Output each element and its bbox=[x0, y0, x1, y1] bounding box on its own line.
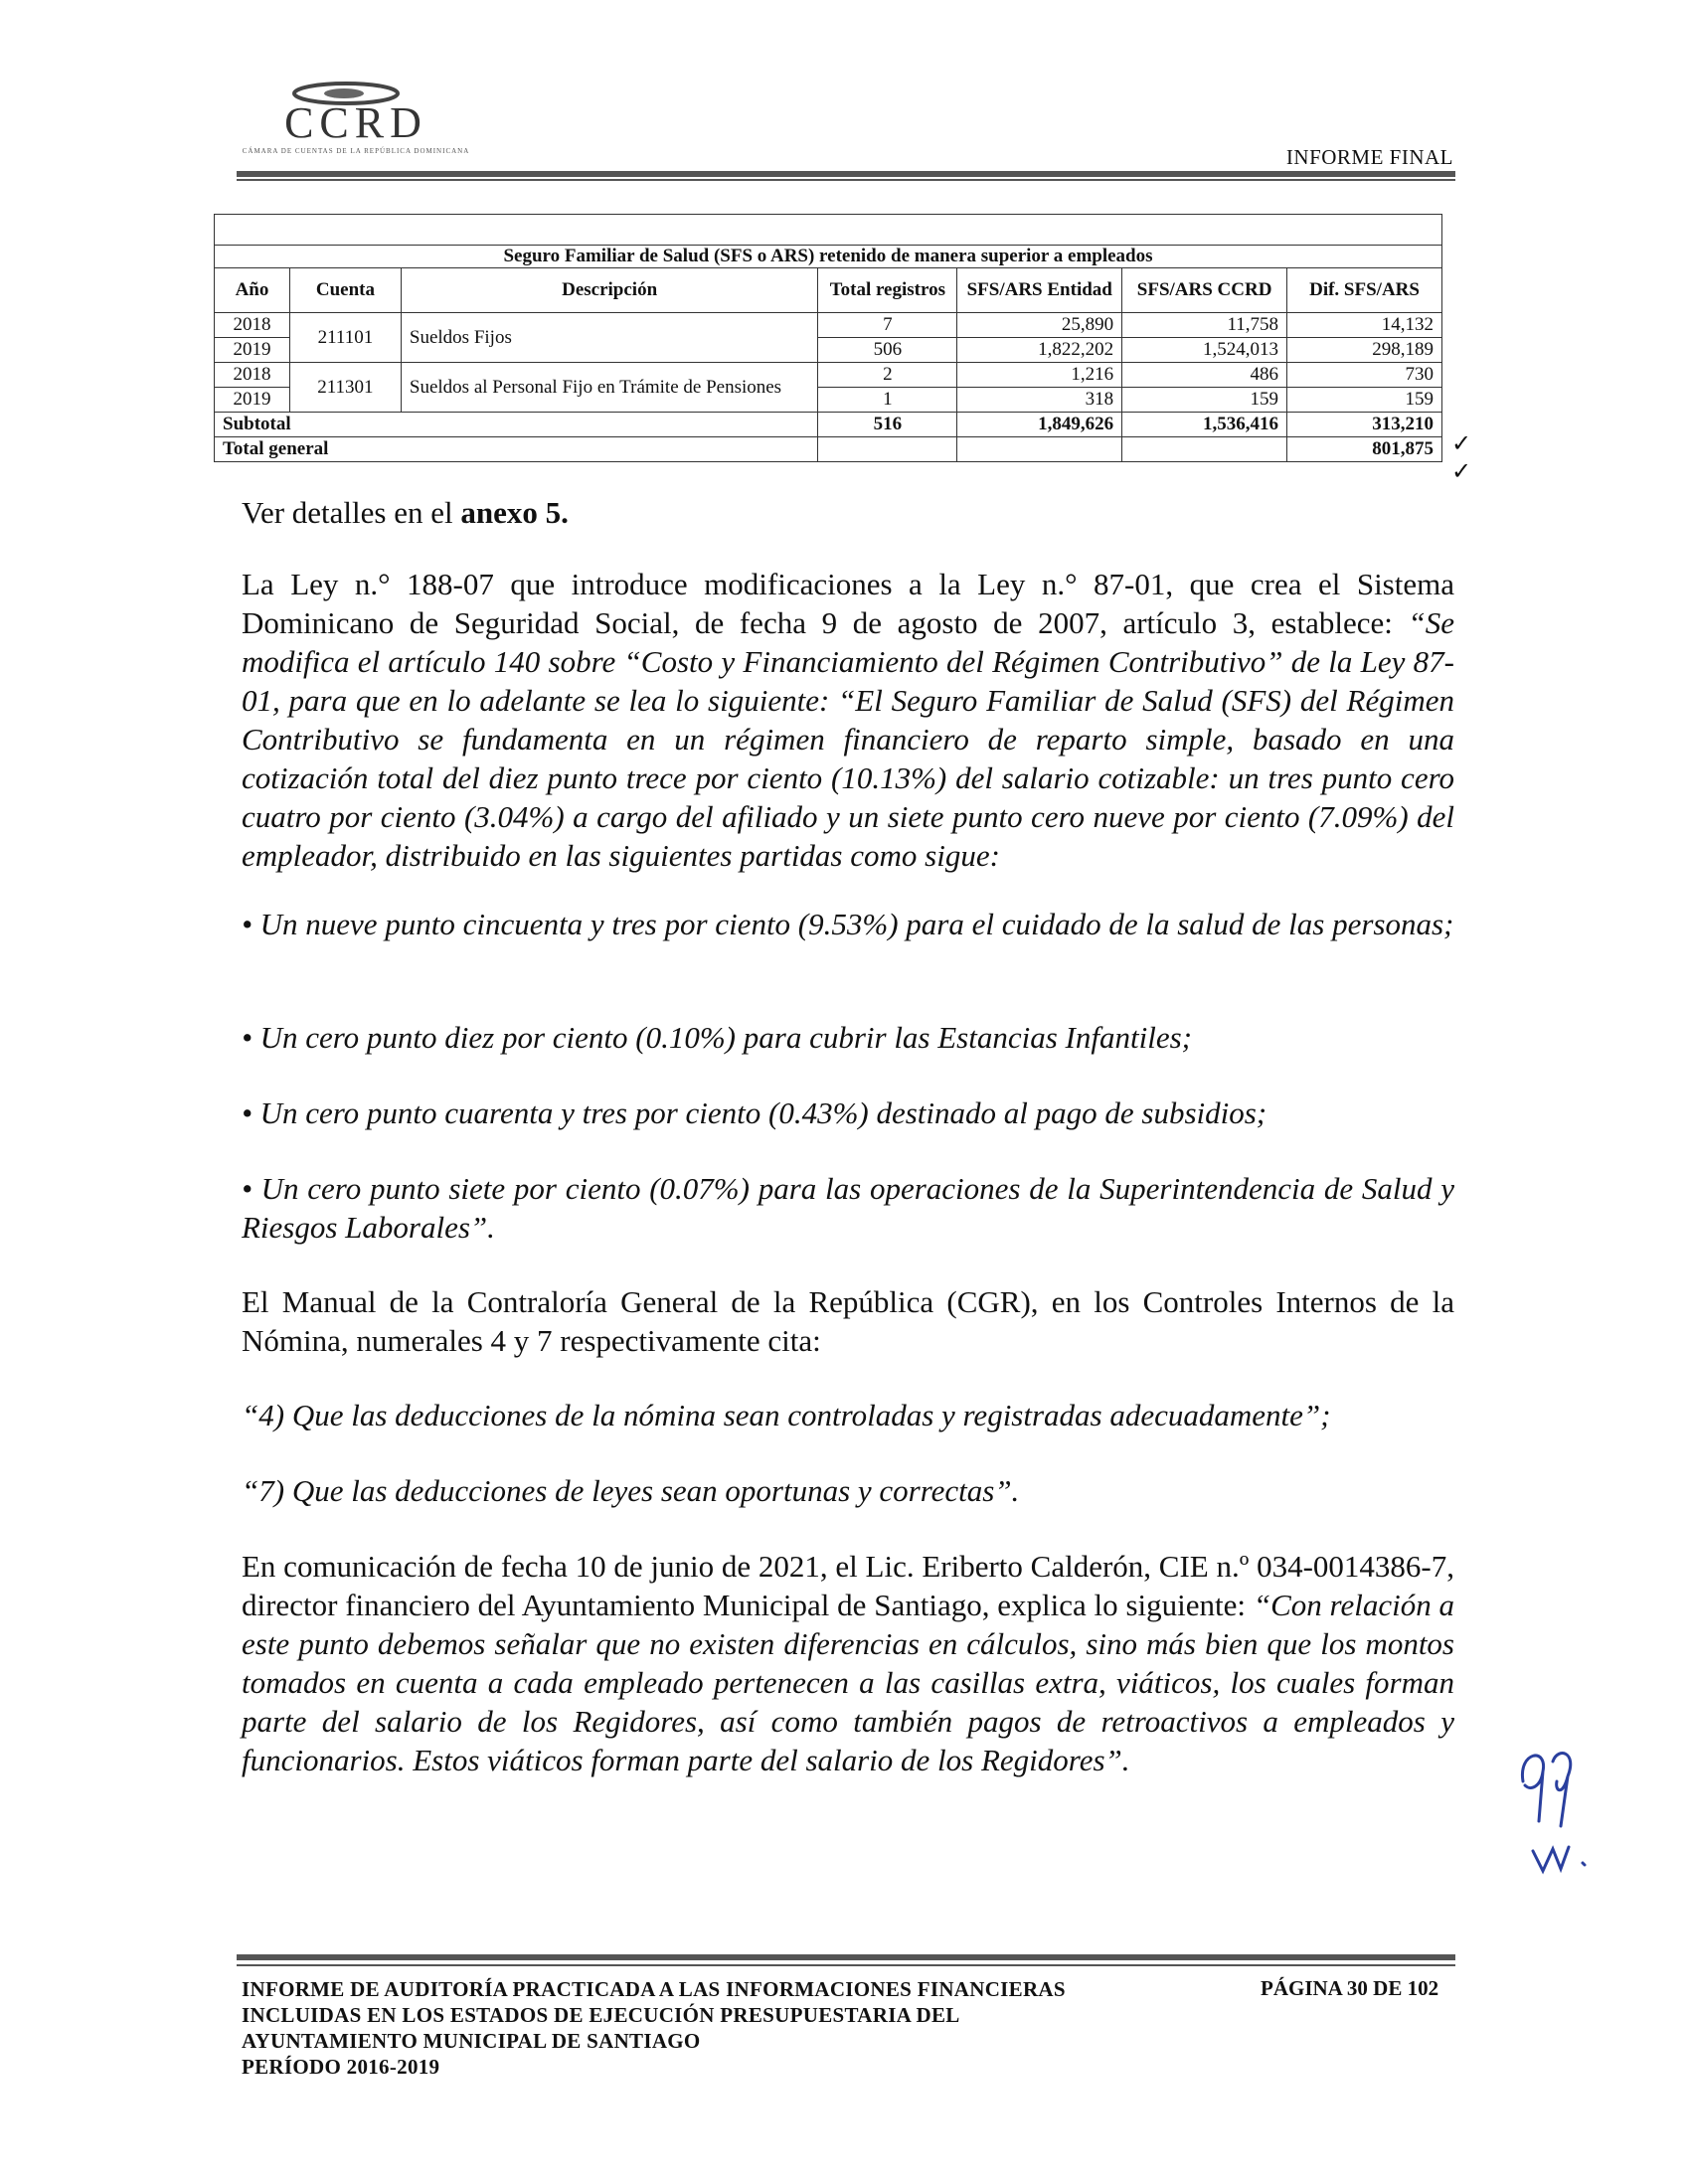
table-row: 2019 1 318 159 159 bbox=[215, 388, 1442, 413]
quote-4: “4) Que las deducciones de la nómina sean controladas y registradas adecuadamente”; bbox=[242, 1398, 1331, 1432]
sfs-table bbox=[214, 214, 1442, 462]
bullet-item: • Un nueve punto cincuenta y tres por ciento (9.53%) para el cuidado de la salud de las personas; bbox=[242, 907, 1454, 941]
check-mark-icon: ✓ bbox=[1451, 457, 1472, 485]
header-rule bbox=[237, 171, 1455, 177]
logo-subtext: CÁMARA DE CUENTAS DE LA REPÚBLICA DOMINICANA bbox=[242, 147, 470, 155]
footer-rule-thin bbox=[237, 1964, 1455, 1966]
footer-rule bbox=[237, 1954, 1455, 1960]
comunicacion-paragraph: En comunicación de fecha 10 de junio de 2021, el Lic. Eriberto Calderón, CIE n.º 034-0014386-7, director financiero del Ayuntamiento Municipal de Santiago, explica lo siguiente: “Con relación a este punto debemos señalar que no existen diferencias en cálculos, sino más bien que los montos tomados en cuenta a cada empleado pertenecen a las casillas extra, viáticos, los cuales forman parte del salario de los Regidores, así como también pagos de retroactivos a empleados y funcionarios. Estos viáticos forman parte del salario de los Regidores”. bbox=[242, 1549, 1455, 1777]
check-mark-icon: ✓ bbox=[1451, 429, 1472, 457]
cuenta-cell: 211301 bbox=[289, 363, 401, 413]
descripcion-cell: Sueldos Fijos bbox=[401, 313, 818, 363]
table-row: 2018 211301 Sueldos al Personal Fijo en Trámite de Pensiones 2 1,216 486 730 bbox=[215, 363, 1442, 388]
subtotal-row: Subtotal 516 1,849,626 1,536,416 313,210 bbox=[215, 413, 1442, 437]
table-row: 2019 506 1,822,202 1,524,013 298,189 bbox=[215, 338, 1442, 363]
ver-detalles: Ver detalles en el anexo 5. bbox=[242, 495, 569, 530]
table-caption: Seguro Familiar de Salud (SFS o ARS) retenido de manera superior a empleados bbox=[215, 246, 1442, 268]
total-general-row: Total general 801,875 bbox=[215, 437, 1442, 462]
logo-text: CCRD bbox=[284, 98, 427, 147]
footer-report-title: INFORME DE AUDITORÍA PRACTICADA A LAS INFORMACIONES FINANCIERAS INCLUIDAS EN LOS ESTADOS DE EJECUCIÓN PRESUPUESTARIA DEL AYUNTAMIENTO MUNICIPAL DE SANTIAGO PERÍODO 2016-2019 bbox=[242, 1977, 1066, 2079]
header-rule-thin bbox=[237, 179, 1455, 181]
descripcion-cell: Sueldos al Personal Fijo en Trámite de Pensiones bbox=[401, 363, 818, 413]
col-header-total: Total registros bbox=[818, 268, 957, 313]
handwritten-initials bbox=[1513, 1742, 1622, 1881]
bullet-item: • Un cero punto siete por ciento (0.07%) para las operaciones de la Superintendencia de Salud y Riesgos Laborales”. bbox=[242, 1171, 1454, 1245]
col-header-dif: Dif. SFS/ARS bbox=[1287, 268, 1442, 313]
page-number: PÁGINA 30 DE 102 bbox=[1261, 1976, 1439, 2000]
ccrd-logo bbox=[237, 72, 475, 161]
table-row: 2018 211101 Sueldos Fijos 7 25,890 11,758 14,132 bbox=[215, 313, 1442, 338]
col-header-descripcion: Descripción bbox=[401, 268, 818, 313]
bullet-item: • Un cero punto diez por ciento (0.10%) para cubrir las Estancias Infantiles; bbox=[242, 1020, 1192, 1055]
header-title: INFORME FINAL bbox=[1285, 145, 1453, 169]
cuenta-cell: 211101 bbox=[289, 313, 401, 363]
manual-paragraph: El Manual de la Contraloría General de la República (CGR), en los Controles Internos de la Nómina, numerales 4 y 7 respectivamente cita: bbox=[242, 1284, 1454, 1358]
col-header-anio: Año bbox=[215, 268, 290, 313]
col-header-ccrd: SFS/ARS CCRD bbox=[1122, 268, 1287, 313]
bullet-item: • Un cero punto cuarenta y tres por ciento (0.43%) destinado al pago de subsidios; bbox=[242, 1095, 1267, 1130]
col-header-cuenta: Cuenta bbox=[289, 268, 401, 313]
quote-7: “7) Que las deducciones de leyes sean oportunas y correctas”. bbox=[242, 1473, 1020, 1508]
ley-paragraph: La Ley n.° 188-07 que introduce modificaciones a la Ley n.° 87-01, que crea el Sistema Dominicano de Seguridad Social, de fecha 9 de agosto de 2007, artículo 3, establece: “Se modifica el artículo 140 sobre “Costo y Financiamiento del Régimen Contributivo” de la Ley 87-01, para que en lo adelante se lea lo siguiente: “El Seguro Familiar de Salud (SFS) del Régimen Contributivo se fundamenta en un régimen financiero de reparto simple, basado en una cotización total del diez punto trece por ciento (10.13%) del salario cotizable: un tres punto cero cuatro por ciento (3.04%) a cargo del afiliado y un siete punto cero nueve por ciento (7.09%) del empleador, distribuido en las siguientes partidas como sigue: bbox=[242, 567, 1454, 873]
col-header-entidad: SFS/ARS Entidad bbox=[957, 268, 1122, 313]
